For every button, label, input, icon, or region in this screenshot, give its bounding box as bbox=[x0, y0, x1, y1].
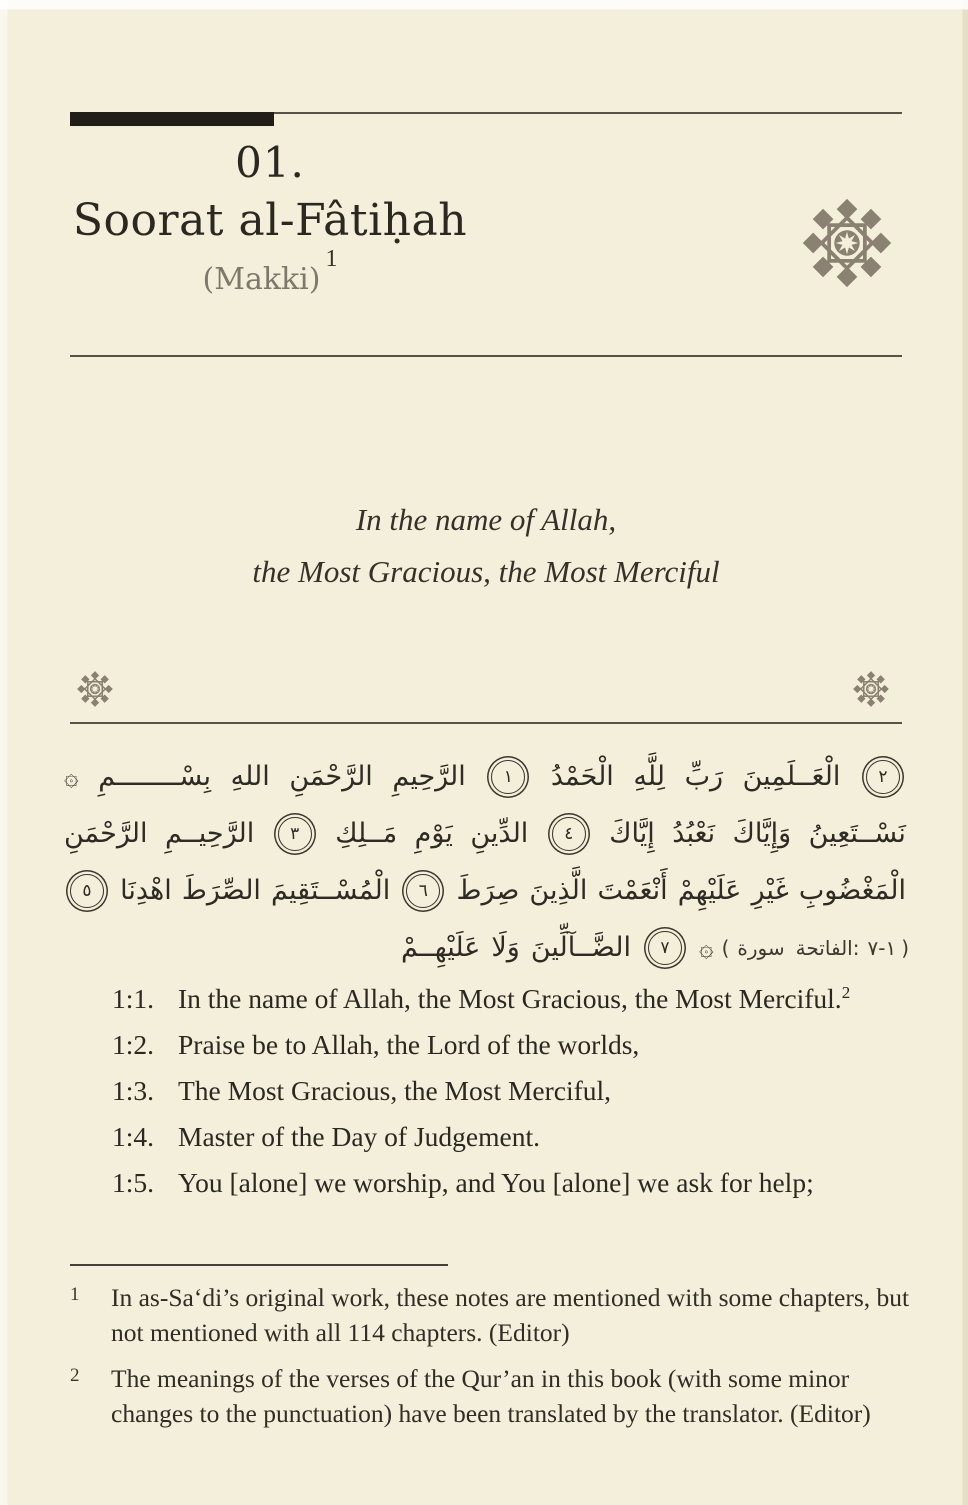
verse-ref: 1:4. bbox=[112, 1121, 155, 1152]
footnotes bbox=[70, 1281, 912, 1443]
rub-el-hizb-ornament-icon: ۞ bbox=[64, 762, 79, 791]
verse-end-medallion: ٣ bbox=[278, 817, 312, 851]
islamic-star-ornament-small-icon bbox=[76, 670, 114, 708]
dedication-line-2: the Most Gracious, the Most Merciful bbox=[252, 554, 720, 589]
divider-rule bbox=[70, 355, 902, 357]
arabic-word: الضَّــآلِّينَ bbox=[530, 932, 631, 963]
arabic-line bbox=[64, 862, 906, 919]
arabic-word: صِرَطَ bbox=[456, 875, 520, 906]
header-accent-bar bbox=[70, 112, 274, 126]
verse-end-medallion: ٤ bbox=[552, 817, 586, 851]
arabic-word: مَــلِكِ bbox=[335, 818, 398, 849]
verse-row bbox=[112, 1122, 912, 1151]
verse-end-medallion: ٥ bbox=[70, 874, 104, 908]
islamic-star-ornament-icon bbox=[800, 196, 894, 290]
verse-translations bbox=[112, 984, 912, 1214]
footnote-divider bbox=[70, 1264, 448, 1266]
verse-text bbox=[178, 1122, 540, 1151]
arabic-word: نَسْــتَعِينُ bbox=[808, 818, 906, 849]
verse-ref: 1:2. bbox=[112, 1029, 155, 1060]
verse-text bbox=[178, 1030, 639, 1059]
verse-end-medallion: ٦ bbox=[406, 874, 440, 908]
arabic-word: وَإِيَّاكَ bbox=[732, 818, 792, 849]
verse-row bbox=[112, 1168, 912, 1197]
footnote-text: In as-Sa‘di’s original work, these notes are mentioned with some chapters, but not mentioned with all 114 chapters. (Editor) bbox=[111, 1283, 910, 1347]
arabic-word: وَلَا bbox=[491, 932, 520, 963]
verse-text-body: Master of the Day of Judgement. bbox=[178, 1121, 540, 1152]
arabic-word: اللهِ bbox=[230, 761, 270, 792]
islamic-star-ornament-small-icon bbox=[852, 670, 890, 708]
dedication bbox=[70, 494, 902, 598]
verse-text-body: Praise be to Allah, the Lord of the worlds, bbox=[178, 1029, 640, 1060]
arabic-quran-text bbox=[64, 748, 909, 976]
arabic-word: إِيَّاكَ bbox=[609, 818, 655, 849]
arabic-word: الرَّحْمَنِ bbox=[289, 761, 373, 792]
citation-text: ١-٧ bbox=[867, 935, 897, 960]
citation-text: ( bbox=[721, 935, 730, 960]
verse-text-body: In the name of Allah, the Most Gracious, the Most Merciful. bbox=[178, 983, 842, 1014]
verse-row bbox=[112, 1030, 912, 1059]
arabic-word: عَلَيْهِــمْ bbox=[400, 932, 481, 963]
arabic-word: اهْدِنَا bbox=[120, 875, 172, 906]
arabic-word: الرَّحِيمِ bbox=[392, 761, 466, 792]
verse-text bbox=[178, 984, 850, 1013]
chapter-subtitle-text: (Makki) bbox=[202, 262, 321, 297]
chapter-subtitle bbox=[70, 246, 470, 297]
verse-row bbox=[112, 1076, 912, 1105]
footnote-ref-2: 2 bbox=[841, 982, 851, 1002]
dedication-line-1: In the name of Allah, bbox=[355, 502, 617, 537]
arabic-line bbox=[64, 748, 906, 805]
arabic-word: الَّذِينَ bbox=[529, 875, 588, 906]
arabic-word: يَوْمِ bbox=[414, 818, 453, 849]
chapter-number: 01. bbox=[235, 138, 305, 187]
arabic-line bbox=[64, 805, 906, 862]
arabic-word: الرَّحِيــمِ bbox=[164, 818, 255, 849]
arabic-word: الرَّحْمَنِ bbox=[64, 818, 148, 849]
footnote-marker: 2 bbox=[70, 1364, 80, 1386]
arabic-word: أَنْعَمْتَ bbox=[597, 875, 668, 906]
verse-ref: 1:1. bbox=[112, 983, 155, 1014]
footnote bbox=[70, 1362, 912, 1432]
citation-text: الفاتحة: bbox=[795, 935, 860, 960]
arabic-word: عَلَيْهِمْ bbox=[677, 875, 742, 906]
verse-text bbox=[178, 1168, 814, 1197]
verse-text bbox=[178, 1076, 611, 1105]
verse-text-body: The Most Gracious, the Most Merciful, bbox=[178, 1075, 612, 1106]
verse-end-medallion: ٧ bbox=[648, 931, 682, 965]
arabic-word: الدِّينِ bbox=[470, 818, 529, 849]
arabic-word: غَيْرِ bbox=[751, 875, 789, 906]
verse-ref: 1:3. bbox=[112, 1075, 155, 1106]
footnote bbox=[70, 1281, 912, 1351]
footnote-marker: 1 bbox=[70, 1284, 80, 1305]
verse-end-medallion: ١ bbox=[491, 760, 525, 794]
verse-text-body: You [alone] we worship, and You [alone] we ask for help; bbox=[178, 1167, 814, 1198]
verse-end-medallion: ٢ bbox=[866, 760, 900, 794]
verse-ref: 1:5. bbox=[112, 1167, 155, 1198]
verse-row bbox=[112, 984, 912, 1013]
footnote-ref-1: 1 bbox=[325, 246, 338, 272]
arabic-word: لِلَّهِ bbox=[633, 761, 666, 792]
arabic-line bbox=[64, 919, 909, 976]
arabic-word: الْمَغْضُوبِ bbox=[798, 875, 906, 906]
divider-rule bbox=[70, 722, 902, 724]
arabic-word: الْمُسْــتَقِيمَ bbox=[271, 875, 391, 906]
chapter-title: Soorat al-Fâtiḥah bbox=[72, 195, 468, 246]
arabic-word: رَبِّ bbox=[684, 761, 724, 792]
footnote-text: The meanings of the verses of the Qur’an in this book (with some minor changes to the punctuation) have been translated by the translator. (Editor) bbox=[111, 1363, 871, 1428]
arabic-word: نَعْبُدُ bbox=[672, 818, 716, 849]
arabic-word: الْعَــلَمِينَ bbox=[742, 761, 841, 792]
arabic-word: الصِّرَطَ bbox=[181, 875, 261, 906]
citation-text: سورة bbox=[737, 935, 785, 960]
arabic-word: بِسْــــــــمِ bbox=[98, 761, 212, 792]
citation-text: ) bbox=[901, 935, 909, 960]
chapter-heading bbox=[70, 138, 470, 297]
rub-el-hizb-ornament-icon: ۞ bbox=[698, 933, 714, 962]
arabic-word: الْحَمْدُ bbox=[550, 761, 614, 792]
